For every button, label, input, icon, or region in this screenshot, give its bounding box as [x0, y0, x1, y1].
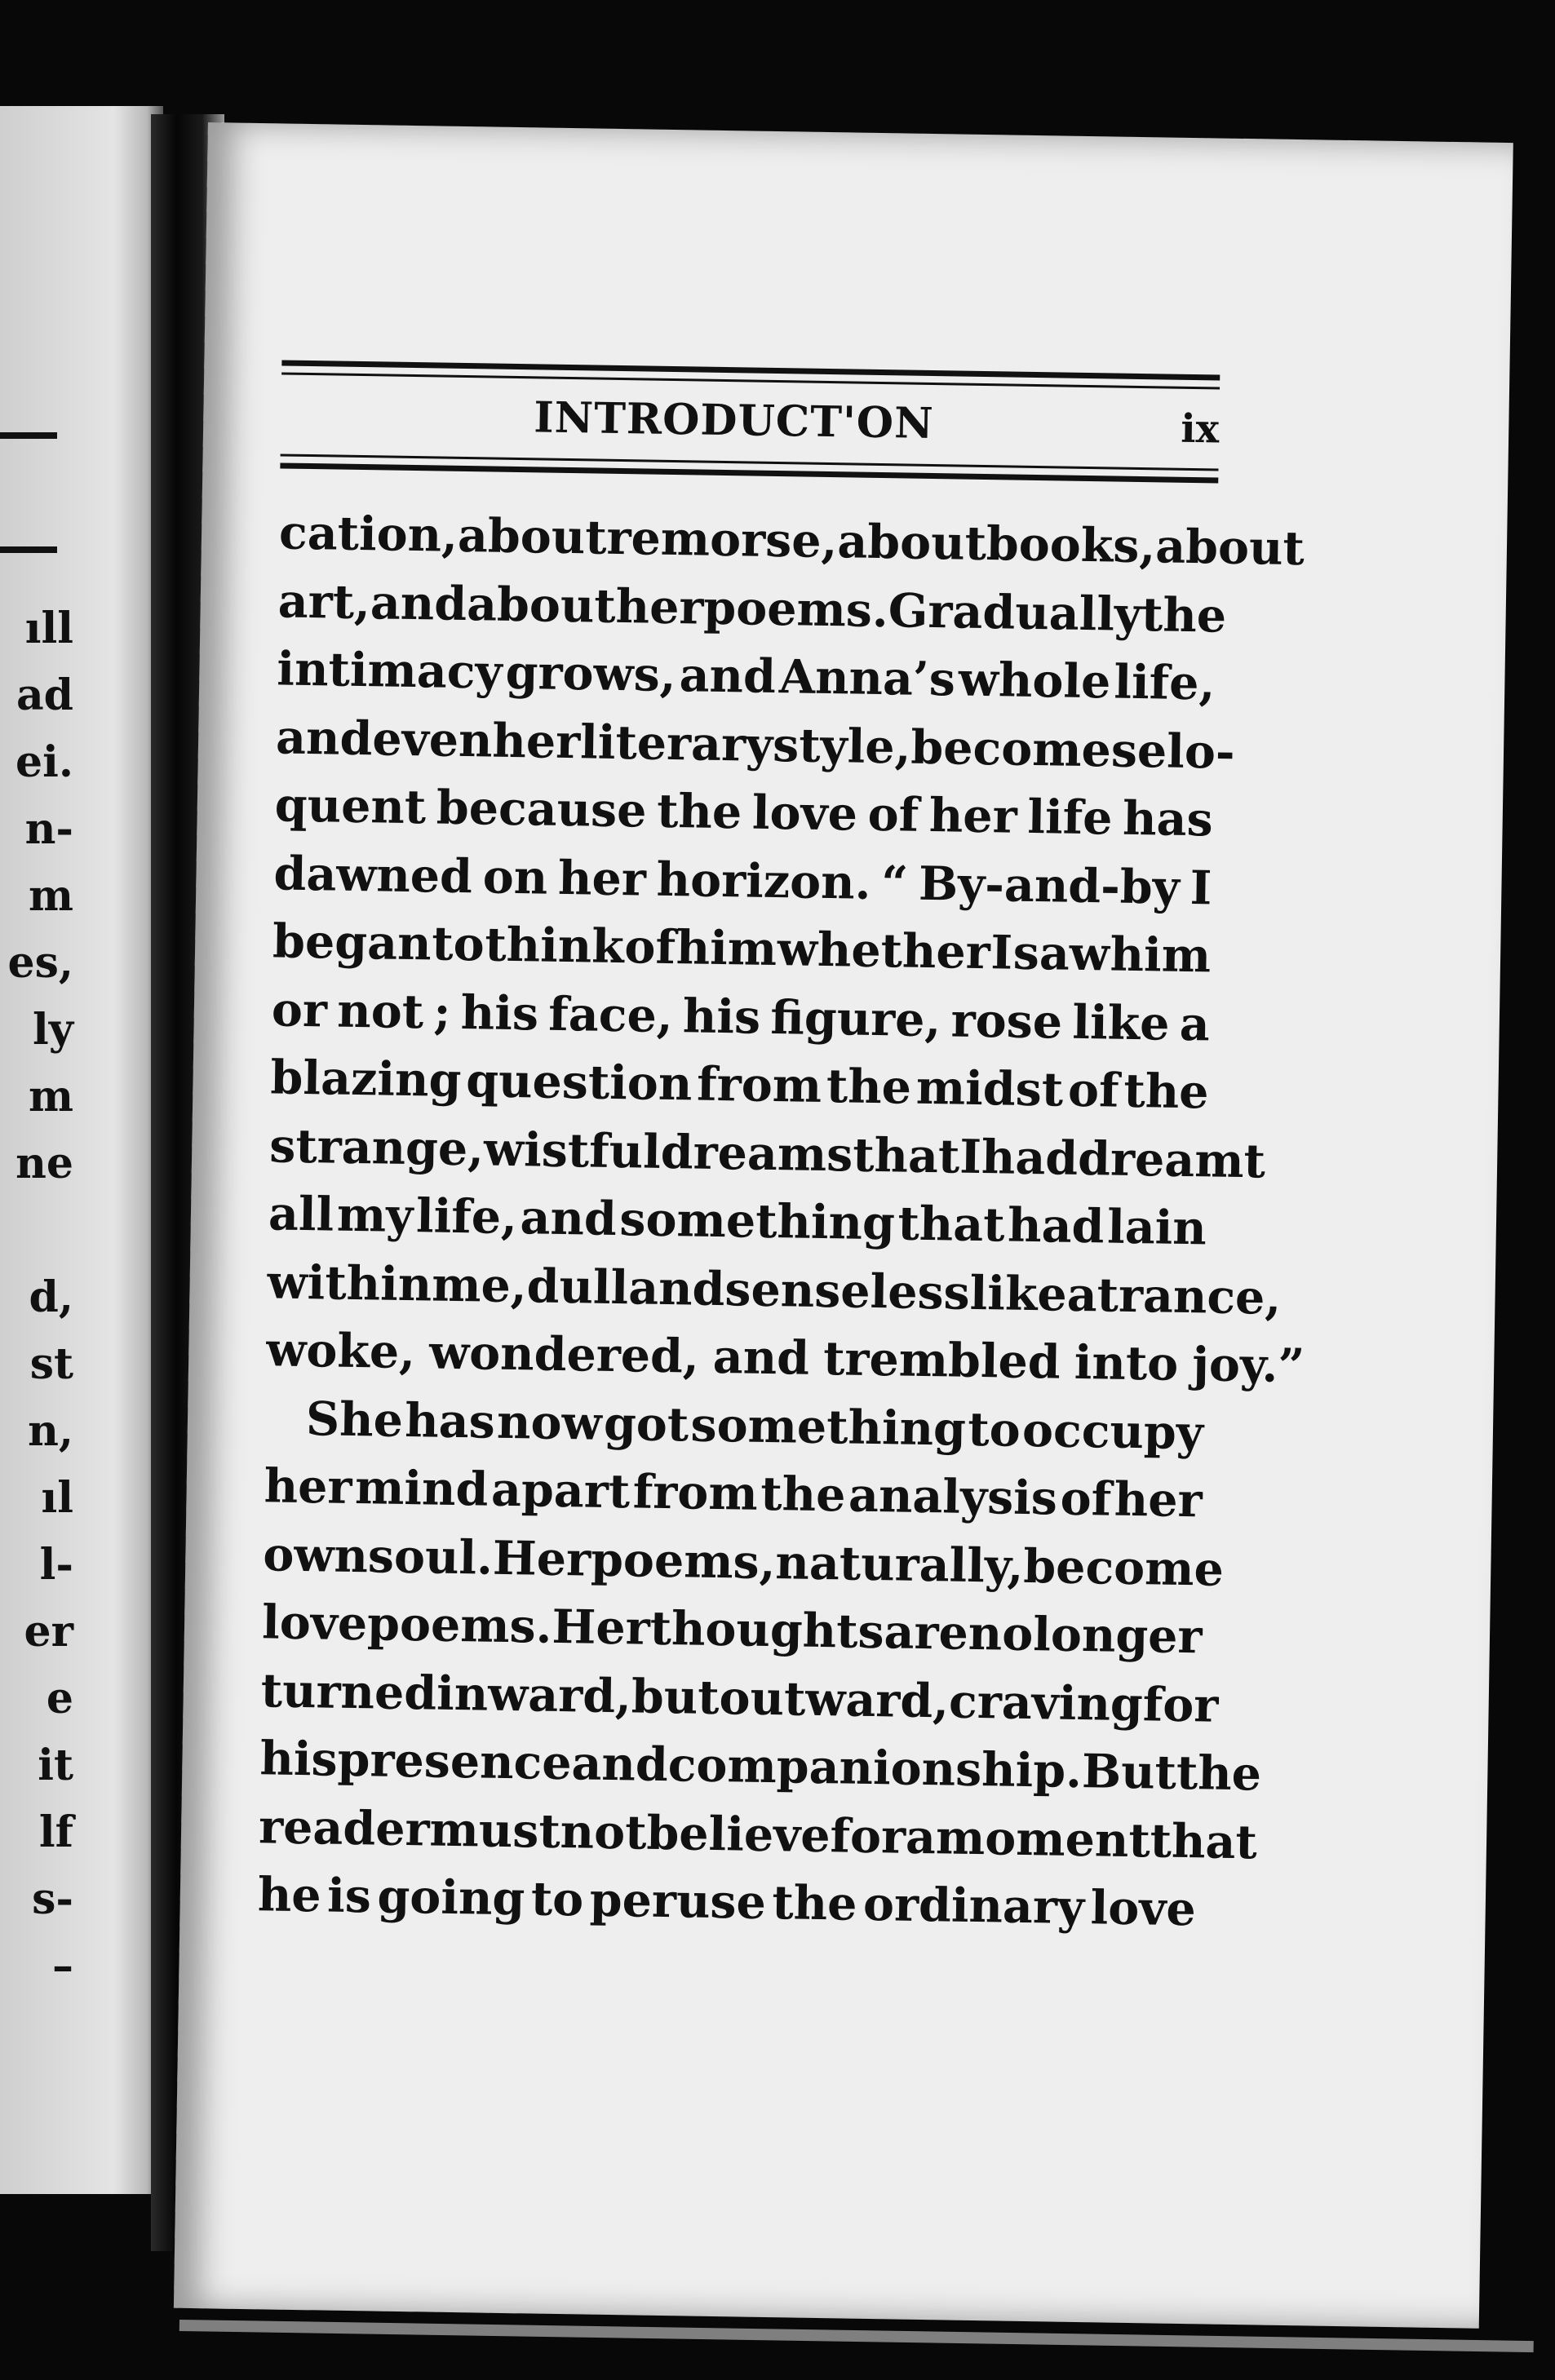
previous-page-fragment: n, — [28, 1406, 73, 1456]
previous-page-fragment: ne — [16, 1139, 73, 1188]
text-line: and even her literary style, becomes elo- — [275, 709, 1236, 780]
previous-page-fragment: ad — [16, 670, 73, 720]
previous-page-rule — [0, 432, 57, 439]
previous-page-fragment: l- — [39, 1540, 73, 1590]
text-line: he is going to peruse the ordinary love — [257, 1867, 1197, 1937]
previous-page-text-fragments — [0, 595, 73, 2000]
previous-page-fragment: – — [52, 1941, 73, 1991]
text-line: began to think of him whether I saw him — [272, 914, 1212, 984]
page-number: ix — [1180, 405, 1220, 453]
previous-page-fragment: it — [38, 1741, 73, 1790]
previous-page-fragment: er — [24, 1607, 73, 1657]
previous-page-fragment — [0, 1197, 73, 1264]
previous-page-rule — [0, 546, 57, 553]
running-head — [281, 380, 1220, 460]
previous-page-fragment: lf — [38, 1807, 73, 1857]
header-rule — [281, 360, 1220, 380]
text-line: woke, wondered, and trembled into joy.” — [265, 1322, 1305, 1394]
text-line: She has now got something to occupy — [305, 1391, 1204, 1460]
running-title: INTRODUCT'ON — [533, 392, 935, 449]
previous-page-fragment: ei. — [16, 737, 73, 787]
text-line: cation, about remorse, about books, about — [278, 505, 1305, 577]
previous-page-fragment: m — [28, 1072, 73, 1121]
text-line: blazing question from the midst of the — [270, 1050, 1210, 1120]
book-page — [174, 122, 1513, 2329]
text-line: own soul. Her poems, naturally, become — [262, 1526, 1225, 1597]
text-line: her mind apart from the analysis of her — [264, 1458, 1203, 1528]
previous-page-fragment: st — [29, 1339, 73, 1389]
text-line: his presence and companionship. But the — [259, 1731, 1262, 1802]
previous-page-fragment: n- — [24, 804, 73, 854]
previous-page-edge — [0, 106, 163, 2194]
previous-page-fragment: m — [28, 871, 73, 921]
previous-page-fragment: ıl — [41, 1473, 73, 1523]
previous-page-fragment: s- — [32, 1874, 73, 1924]
previous-page-fragment: es, — [7, 938, 73, 988]
text-line: turned inward, but outward, craving for — [260, 1662, 1219, 1733]
text-line: love poems. Her thoughts are no longer — [261, 1595, 1203, 1665]
text-line: all my life, and something that had lain — [268, 1186, 1207, 1256]
text-line: strange, wistful dreams that I had dreamt — [268, 1117, 1266, 1189]
previous-page-fragment: e — [46, 1674, 73, 1723]
previous-page-fragment: d, — [29, 1272, 73, 1322]
text-line: quent because the love of her life has — [274, 777, 1214, 847]
text-line: reader must not believe for a moment that — [258, 1798, 1258, 1869]
text-line: or not ; his face, his figure, rose like a — [271, 981, 1211, 1051]
previous-page-fragment: ıll — [24, 604, 73, 653]
body-text — [257, 498, 1305, 1943]
text-line: art, and about her poems. Gradually the — [277, 573, 1227, 644]
text-line: dawned on her horizon. “ By-and-by I — [273, 845, 1212, 915]
text-line: within me, dull and senseless like a trance, — [267, 1254, 1282, 1325]
previous-page-fragment: ly — [33, 1005, 73, 1055]
text-line: intimacy grows, and Anna’s whole life, — [276, 641, 1216, 711]
